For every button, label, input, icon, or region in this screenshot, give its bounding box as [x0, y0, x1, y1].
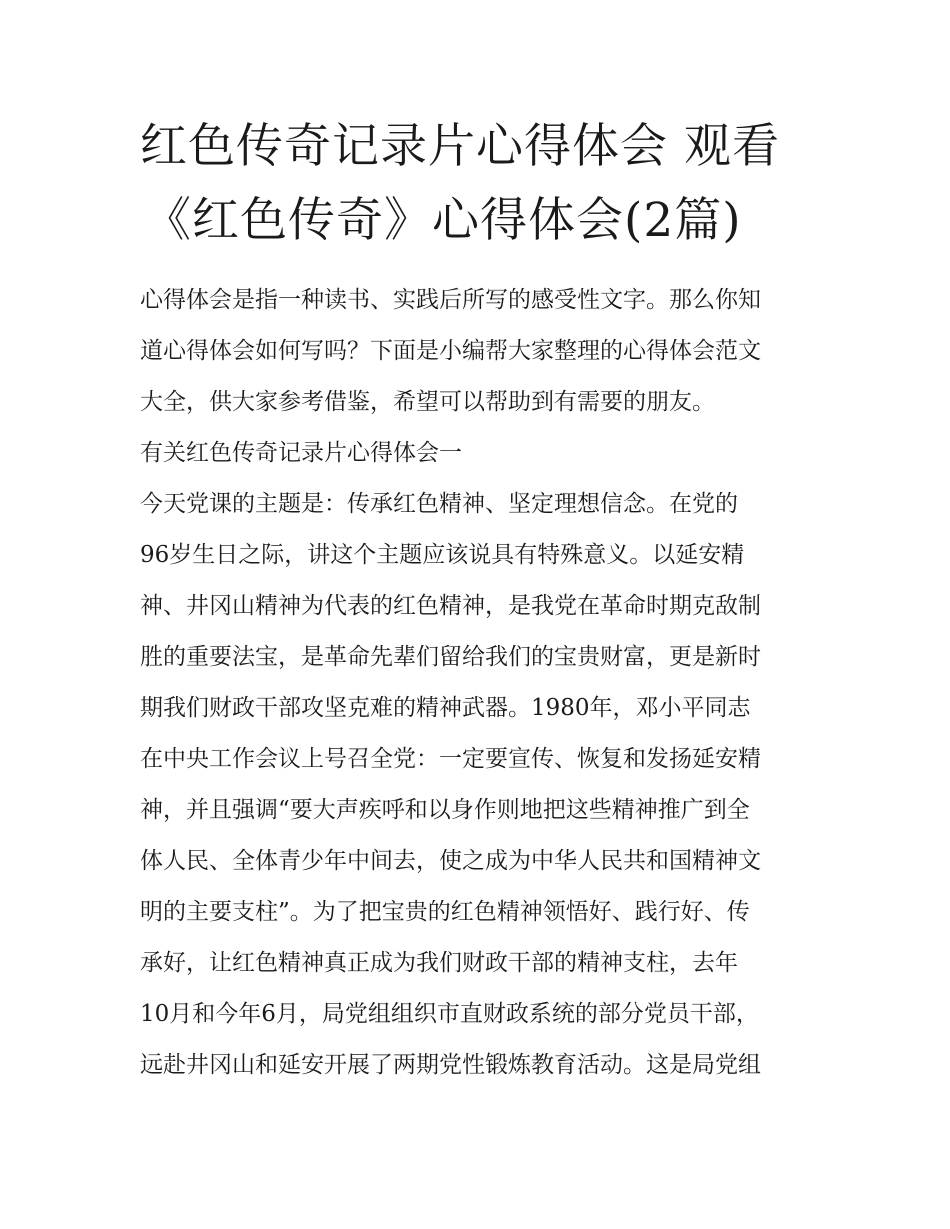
title-line: 红色传奇记录片心得体会 观看 [140, 119, 780, 174]
text-line: 神、井冈山精神为代表的红色精神，是我党在革命时期克敌制 [140, 593, 761, 619]
text-line: 体人民、全体青少年中间去，使之成为中华人民共和国精神文 [140, 848, 761, 874]
text-line: 96岁生日之际，讲这个主题应该说具有特殊意义。以延安精 [140, 542, 745, 568]
title-line: 《红色传奇》心得体会(2篇) [144, 193, 742, 248]
intro-paragraph [140, 275, 820, 428]
text-line: 在中央工作会议上号召全党：一定要宣传、恢复和发扬延安精 [140, 746, 761, 772]
text-line: 胜的重要法宝，是革命先辈们留给我们的宝贵财富，更是新时 [140, 644, 761, 670]
text-line: 今天党课的主题是：传承红色精神、坚定理想信念。在党的 [140, 491, 738, 517]
text-line: 远赴井冈山和延安开展了两期党性锻炼教育活动。这是局党组 [140, 1052, 761, 1078]
text-line: 大全，供大家参考借鉴，希望可以帮助到有需要的朋友。 [140, 389, 715, 415]
document-title [140, 110, 820, 258]
text-line: 道心得体会如何写吗？下面是小编帮大家整理的心得体会范文 [140, 338, 761, 364]
text-line: 期我们财政干部攻坚克难的精神武器。1980年，邓小平同志 [140, 695, 751, 721]
section-heading-text: 有关红色传奇记录片心得体会一 [140, 440, 462, 466]
text-line: 10月和今年6月，局党组组织市直财政系统的部分党员干部， [140, 1001, 759, 1027]
text-line: 神，并且强调“要大声疾呼和以身作则地把这些精神推广到全 [140, 797, 750, 823]
text-line: 承好，让红色精神真正成为我们财政干部的精神支柱，去年 [140, 950, 738, 976]
text-line: 心得体会是指一种读书、实践后所写的感受性文字。那么你知 [140, 287, 761, 313]
body-paragraph [140, 479, 820, 1091]
text-line: 明的主要支柱”。为了把宝贵的红色精神领悟好、践行好、传 [140, 899, 750, 925]
section-heading [140, 428, 820, 479]
